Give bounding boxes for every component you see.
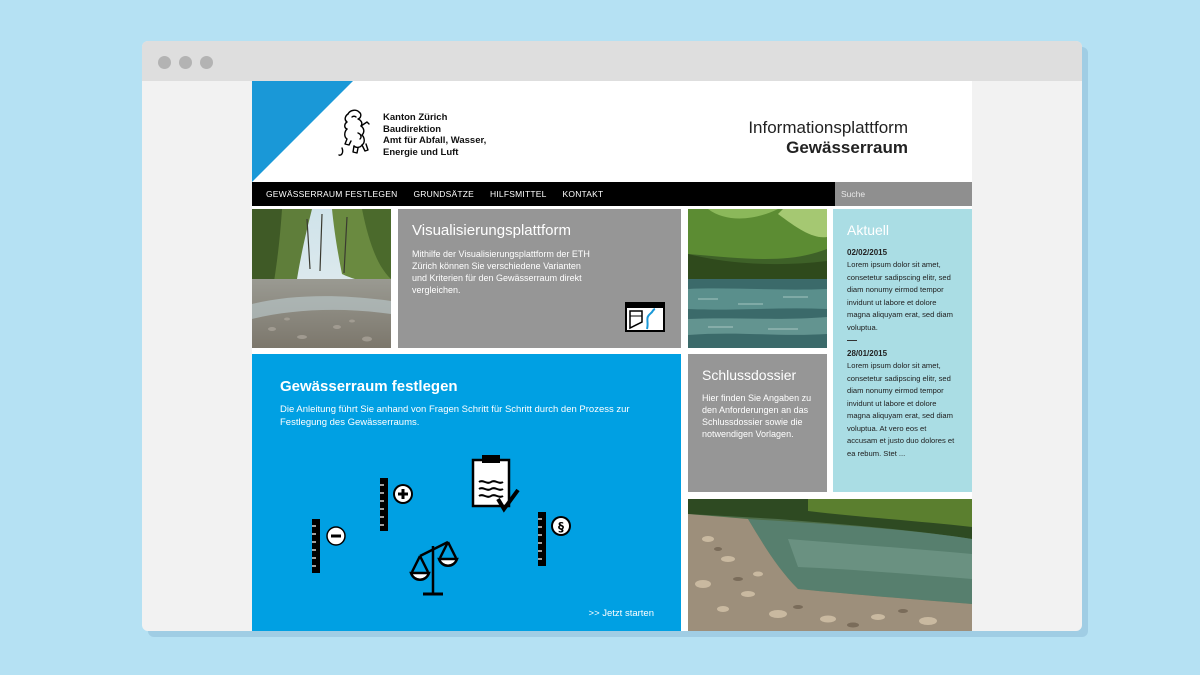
visualisierung-text: Mithilfe der Visualisierungsplattform der ETH Zürich können Sie verschiedene Varianten und Kriterien für den Gewässerraum direkt vergleichen. — [412, 249, 590, 295]
search-input[interactable]: Suche — [835, 182, 972, 206]
gewaesserraum-text: Die Anleitung führt Sie anhand von Fragen Schritt für Schritt durch den Prozess zur Festlegung des Gewässerraums. — [280, 404, 630, 428]
svg-text:§: § — [558, 520, 564, 534]
ruler-paragraph-icon — [538, 512, 571, 566]
gewaesserraum-title: Gewässerraum festlegen — [280, 378, 458, 395]
river-photo-1 — [252, 209, 391, 348]
main-navigation — [252, 182, 972, 206]
river-photo-2 — [688, 209, 827, 348]
schlussdossier-title: Schlussdossier — [702, 367, 797, 383]
window-zoom-dot[interactable] — [200, 56, 213, 69]
news-item[interactable] — [847, 248, 958, 334]
nav-item-gewaesserraum-festlegen[interactable]: GEWÄSSERRAUM FESTLEGEN — [266, 189, 398, 199]
ruler-minus-icon — [312, 519, 345, 573]
zurich-lion-logo-icon[interactable] — [338, 108, 372, 158]
ruler-plus-icon — [380, 478, 413, 531]
aktuell-title: Aktuell — [847, 222, 890, 238]
browser-window — [142, 41, 1082, 631]
window-minimize-dot[interactable] — [179, 56, 192, 69]
news-date: 28/01/2015 — [847, 349, 888, 358]
org-line: Baudirektion — [383, 123, 442, 135]
org-line: Amt für Abfall, Wasser, — [383, 135, 487, 146]
nav-item-hilfsmittel[interactable]: HILFSMITTEL — [490, 189, 547, 199]
aktuell-news-panel — [833, 209, 972, 492]
jetzt-starten-link[interactable]: >> Jetzt starten — [588, 608, 654, 619]
news-date: 02/02/2015 — [847, 248, 888, 257]
visualisierung-tile[interactable] — [398, 209, 681, 348]
window-close-dot[interactable] — [158, 56, 171, 69]
org-line: Energie und Luft — [383, 146, 459, 158]
map-screen-icon — [625, 302, 665, 332]
org-line: Kanton Zürich — [383, 112, 448, 123]
nav-item-kontakt[interactable]: KONTAKT — [562, 189, 604, 199]
web-page — [252, 81, 972, 631]
browser-title-bar — [142, 41, 1082, 81]
site-title — [748, 118, 908, 158]
news-text: Lorem ipsum dolor sit amet, consetetur sadipscing elitr, sed diam nonumy eirmod tempor invidunt ut labore et dolore magna aliquyam erat, sed diam voluptua. At vero eos et accusam et justo duo dolores et ea rebum. Stet ... — [847, 361, 955, 458]
site-title-line1: Informationsplattform — [748, 118, 908, 137]
site-header — [252, 81, 972, 182]
visualisierung-title: Visualisierungsplattform — [412, 222, 571, 239]
site-title-line2: Gewässerraum — [786, 138, 908, 157]
gewaesserraum-festlegen-tile[interactable] — [252, 354, 681, 631]
nav-item-grundsaetze[interactable]: GRUNDSÄTZE — [413, 189, 475, 199]
schlussdossier-text: Hier finden Sie Angaben zu den Anforderungen an das Schlussdossier sowie die notwendigen Vorlagen. — [702, 393, 812, 439]
river-photo-3 — [688, 499, 972, 631]
clipboard-check-icon — [473, 455, 518, 509]
organization-name — [383, 112, 486, 158]
news-text: Lorem ipsum dolor sit amet, consetetur sadipscing elitr, sed diam nonumy eirmod tempor invidunt ut labore et dolore magna aliquyam erat, sed diam voluptua. — [847, 260, 953, 332]
gewaesserraum-illustration — [252, 354, 681, 631]
balance-scale-icon — [411, 542, 457, 594]
schlussdossier-tile[interactable] — [688, 354, 827, 492]
news-divider — [847, 340, 857, 341]
news-item[interactable] — [847, 349, 958, 460]
